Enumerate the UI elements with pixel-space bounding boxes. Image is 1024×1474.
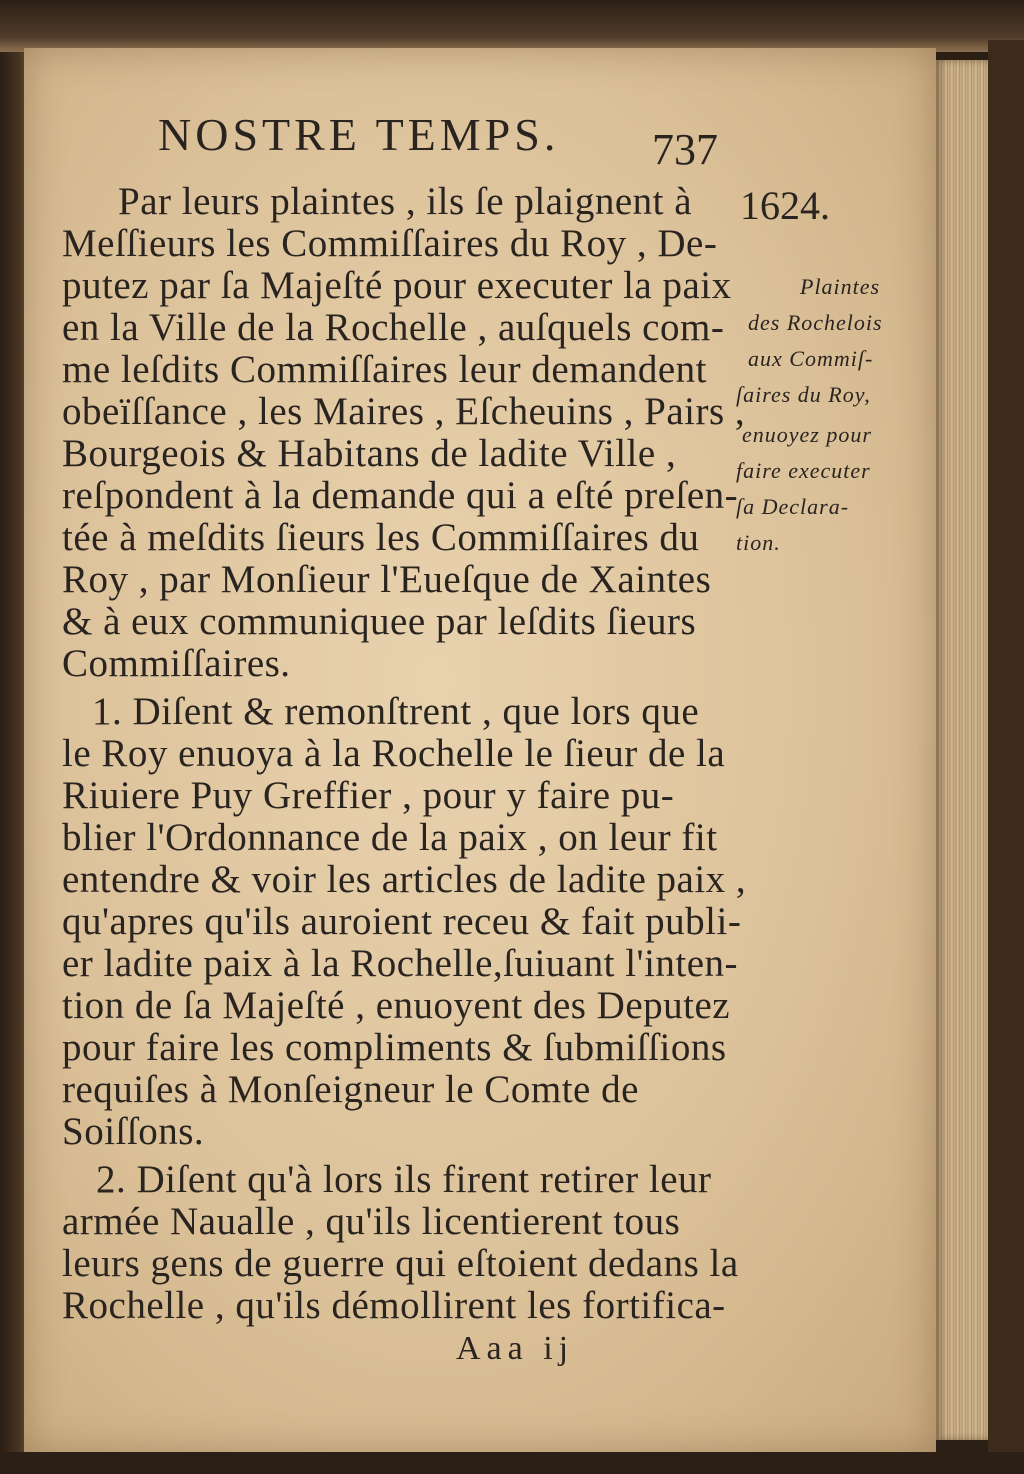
body-line: blier l'Ordonnance de la paix , on leur fit: [62, 816, 718, 859]
body-line: Commiſſaires.: [62, 642, 291, 685]
signature-mark: Aaa ij: [456, 1330, 575, 1367]
body-line: pour faire les compliments & ſubmiſſions: [62, 1026, 727, 1069]
body-line: Meſſieurs les Commiſſaires du Roy , De-: [62, 222, 718, 265]
body-line: Bourgeois & Habitans de ladite Ville ,: [62, 432, 677, 475]
book-cover-edge: [988, 40, 1024, 1474]
margin-note-line: faire executer: [736, 458, 871, 483]
body-line: entendre & voir les articles de ladite paix ,: [62, 858, 747, 901]
body-line: tée à meſdits ſieurs les Commiſſaires du: [62, 516, 700, 559]
body-line: en la Ville de la Rochelle , auſquels com-: [62, 306, 725, 349]
margin-note-line: Plaintes: [800, 274, 881, 299]
body-line: Soiſſons.: [62, 1110, 205, 1153]
body-line: reſpondent à la demande qui a eſté preſen-: [62, 474, 739, 517]
running-title: NOSTRE TEMPS.: [158, 109, 560, 160]
margin-note-line: tion.: [736, 530, 781, 555]
margin-note-line: aux Commiſ-: [748, 346, 874, 371]
body-line: 2. Diſent qu'à lors ils firent retirer leur: [96, 1158, 712, 1201]
margin-note-line: enuoyez pour: [742, 422, 872, 447]
body-line: leurs gens de guerre qui eſtoient dedans la: [62, 1242, 739, 1285]
body-line: le Roy enuoya à la Rochelle le ſieur de la: [62, 732, 726, 775]
body-line: me leſdits Commiſſaires leur demandent: [62, 348, 708, 391]
body-line: Roy , par Monſieur l'Eueſque de Xaintes: [62, 558, 712, 601]
margin-note-line: des Rochelois: [748, 310, 883, 335]
body-line: Rochelle , qu'ils démollirent les fortifica-: [62, 1284, 726, 1327]
year-marker: 1624.: [740, 183, 830, 228]
body-line: putez par ſa Majeſté pour executer la paix: [62, 264, 732, 307]
body-line: qu'apres qu'ils auroient receu & fait publi-: [62, 900, 742, 943]
body-line: 1. Diſent & remonſtrent , que lors que: [92, 690, 700, 733]
body-line: tion de ſa Majeſté , enuoyent des Deputez: [62, 984, 731, 1027]
body-line: & à eux communiquee par leſdits ſieurs: [62, 600, 697, 643]
margin-note-line: ſa Declara-: [736, 494, 850, 519]
top-binding-edge: [0, 0, 1024, 52]
body-line: obeïſſance , les Maires , Eſcheuins , Pairs ,: [62, 390, 746, 433]
body-line: armée Naualle , qu'ils licentierent tous: [62, 1200, 681, 1243]
page-stack-edge: [936, 60, 988, 1440]
body-line: er ladite paix à la Rochelle,ſuiuant l'inten-: [62, 942, 739, 985]
body-line: Riuiere Puy Greffier , pour y faire pu-: [62, 774, 675, 817]
bottom-edge: [0, 1452, 1024, 1474]
page-number: 737: [652, 125, 718, 174]
body-line: Par leurs plaintes , ils ſe plaignent à: [118, 180, 693, 223]
margin-note-line: ſaires du Roy,: [736, 382, 871, 407]
body-line: requiſes à Monſeigneur le Comte de: [62, 1068, 639, 1111]
